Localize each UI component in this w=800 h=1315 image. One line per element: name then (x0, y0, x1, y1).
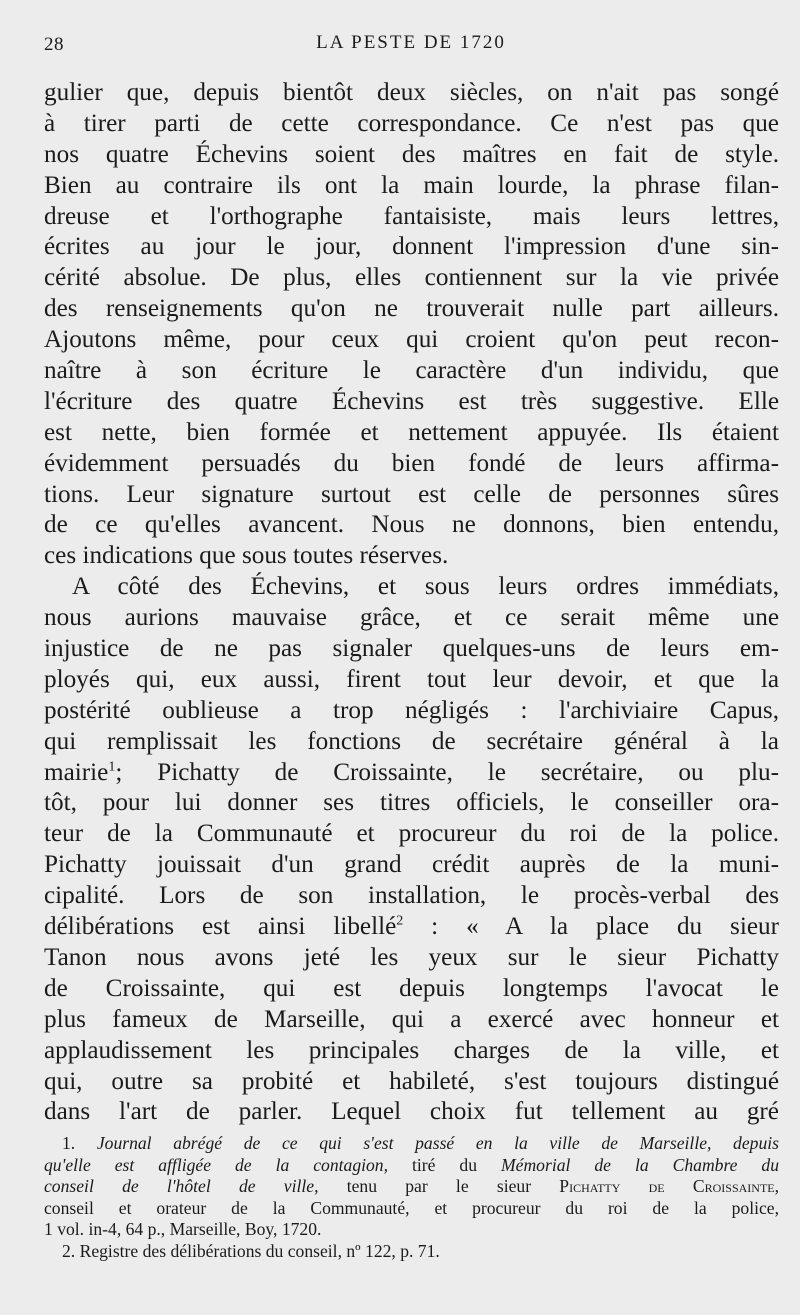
text-line (44, 758, 779, 789)
text-line: cérité absolue. De plus, elles contiennent sur la vie privée (44, 264, 779, 292)
text-line: qui, outre sa probité et habileté, s'est toujours distingué (44, 1067, 779, 1095)
text-line: plus fameux de Marseille, qui a exercé avec honneur et (44, 1005, 779, 1033)
footnote-ref-1[interactable]: 1 (108, 759, 116, 775)
footnote-1-source: Mémorial de la Chambre du (501, 1154, 780, 1175)
text-fragment: mairie (44, 758, 109, 786)
text-line: cipalité. Lors de son installation, le procès-verbal des (44, 882, 779, 910)
text-line: dreuse et l'orthographe fantaisiste, mais leurs lettres, (44, 202, 779, 230)
text-fragment: ; Pichatty de Croissainte, le secrétaire, ou plu- (115, 758, 779, 786)
text-line: nos quatre Échevins soient des maîtres en fait de style. (44, 140, 779, 168)
text-line (44, 912, 779, 943)
text-line: ces indications que sous toutes réserves. (44, 542, 449, 570)
footnote-1-title-cont: qu'elle est affligée de la contagion, (44, 1154, 389, 1175)
text-line: à tirer parti de cette correspondance. Ce n'est pas que (44, 109, 779, 137)
text-line: naître à son écriture le caractère d'un individu, que (44, 357, 779, 385)
text-line: nous aurions mauvaise grâce, et ce serait même une (44, 604, 779, 632)
text-line: A côté des Échevins, et sous leurs ordres immédiats, (72, 573, 779, 601)
text-line: postérité oublieuse a trop négligés : l'archiviaire Capus, (44, 696, 779, 724)
footnote-1-title: Journal abrégé de ce qui s'est passé en la ville de Marseille, depuis (96, 1133, 779, 1153)
text-line: évidemment persuadés du bien fondé de leurs affirma- (44, 449, 779, 477)
text-line: Tanon nous avons jeté les yeux sur le sieur Pichatty (44, 943, 779, 971)
text-fragment: délibérations est ainsi libellé (44, 913, 397, 941)
footnotes (44, 1133, 780, 1262)
footnote-1-text: tenu par le sieur (318, 1176, 560, 1196)
text-line: écrites au jour le jour, donnent l'impression d'une sin- (44, 233, 779, 261)
text-line: tôt, pour lui donner ses titres officiels, le conseiller ora- (44, 789, 779, 817)
text-fragment: : « A la place du sieur (403, 913, 779, 941)
footnote-ref-2[interactable]: 2 (396, 913, 404, 929)
footnote-1-line (62, 1133, 779, 1155)
text-line: Pichatty jouissait d'un grand crédit auprès de la muni- (44, 851, 779, 879)
running-title: LA PESTE DE 1720 (316, 32, 506, 53)
text-line: Bien au contraire ils ont la main lourde, la phrase filan- (44, 171, 779, 199)
text-line: injustice de ne pas signaler quelques-uns de leurs em- (44, 635, 779, 663)
footnote-1-line (44, 1176, 779, 1198)
footnote-2: 2. Registre des délibérations du conseil, nº 122, p. 71. (62, 1240, 440, 1261)
text-line: Ajoutons même, pour ceux qui croient qu'on peut recon- (44, 326, 779, 354)
footnote-1-number: 1. (62, 1133, 76, 1153)
text-line: applaudissement les principales charges de la ville, et (44, 1036, 779, 1064)
footnote-1-line (44, 1155, 779, 1177)
text-line: teur de la Communauté et procureur du roi de la police. (44, 820, 779, 848)
footnote-1-text: tiré du (388, 1154, 501, 1175)
text-line: de Croissainte, qui est depuis longtemps l'avocat le (44, 974, 779, 1002)
page-number: 28 (44, 34, 64, 55)
footnote-1-line: 1 vol. in-4, 64 p., Marseille, Boy, 1720. (44, 1219, 322, 1239)
footnote-1-line: conseil et orateur de la Communauté, et procureur du roi de la police, (44, 1197, 779, 1218)
text-line: des renseignements qu'on ne trouverait nulle part ailleurs. (44, 295, 779, 323)
page-header (44, 32, 778, 62)
text-line: de ce qu'elles avancent. Nous ne donnons, bien entendu, (44, 511, 779, 539)
text-line: gulier que, depuis bientôt deux siècles, on n'ait pas songé (44, 79, 779, 106)
text-line: l'écriture des quatre Échevins est très suggestive. Elle (44, 387, 779, 415)
main-text (44, 78, 779, 1128)
footnote-1-author: Pichatty de Croissainte, (559, 1176, 780, 1196)
text-line: est nette, bien formée et nettement appuyée. Ils étaient (44, 418, 779, 446)
text-line: qui remplissait les fonctions de secrétaire général à la (44, 727, 779, 755)
text-line: ployés qui, eux aussi, firent tout leur devoir, et que la (44, 665, 779, 693)
text-line: dans l'art de parler. Lequel choix fut tellement au gré (44, 1098, 779, 1126)
footnote-1-source-cont: conseil de l'hôtel de ville, (44, 1176, 319, 1196)
text-line: tions. Leur signature surtout est celle de personnes sûres (44, 480, 779, 508)
